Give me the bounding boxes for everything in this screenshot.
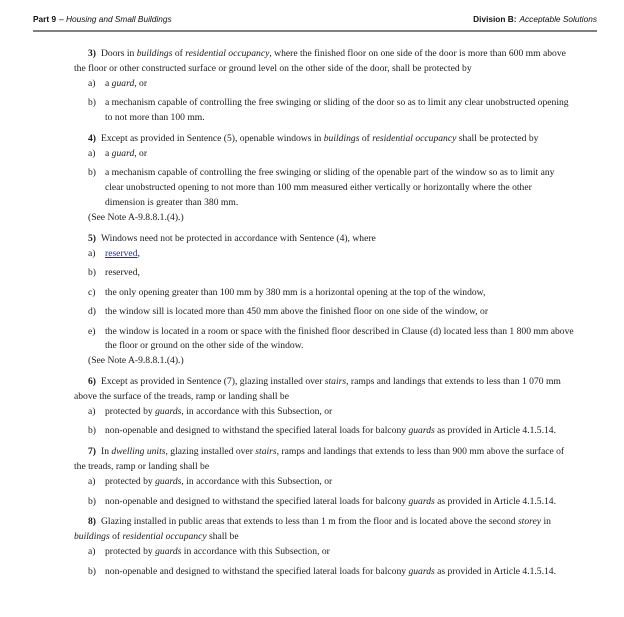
sentence-number: 8) bbox=[88, 516, 96, 528]
sentence-body-term: residential occupancy bbox=[372, 133, 457, 145]
clause-text bbox=[105, 96, 574, 126]
clause-text: , in accordance with this Subsection, or bbox=[181, 406, 333, 418]
sentence-body-text: shall be protected by bbox=[456, 133, 539, 145]
sentence-paragraph bbox=[74, 445, 574, 475]
clause-list bbox=[74, 545, 574, 579]
sentence-body-term: dwelling units bbox=[111, 446, 166, 458]
clause-item bbox=[74, 405, 574, 420]
clause-term: guards bbox=[408, 565, 435, 577]
clause-item bbox=[74, 247, 574, 262]
clause-text: the window sill is located more than 450 mm above the finished floor on one side of the window, or bbox=[105, 306, 489, 318]
sentence-body-term: buildings bbox=[74, 531, 110, 543]
sentence-body-text: , where the finished floor on one side of the door is more than 600 mm above the floor or other constructed surface or ground level on the other side of the door, shall be protected by bbox=[74, 48, 566, 74]
clause-term: guards bbox=[408, 495, 435, 507]
clause-text bbox=[105, 247, 574, 262]
clause-text bbox=[105, 147, 574, 162]
clause-term: guards bbox=[155, 546, 182, 558]
clause-text: a bbox=[105, 147, 112, 159]
sentence-body-term: storey bbox=[517, 516, 542, 528]
clause-label: c) bbox=[88, 286, 96, 298]
clause-list bbox=[74, 405, 574, 439]
clause-text bbox=[105, 495, 574, 510]
sentence-number: 6) bbox=[88, 376, 96, 388]
sentence-paragraph bbox=[74, 375, 574, 405]
clause-list bbox=[74, 147, 574, 211]
clause-text: as provided in Article 4.1.5.14. bbox=[434, 425, 556, 437]
clause-item bbox=[74, 96, 574, 126]
clause-text: a bbox=[105, 77, 112, 89]
clause-text: protected by bbox=[105, 476, 156, 488]
clause-item bbox=[74, 475, 574, 490]
clause-label: a) bbox=[88, 247, 96, 259]
clause-list bbox=[74, 77, 574, 126]
header-right bbox=[473, 14, 597, 25]
sentence-body-text: , ramps and landings that extends to less than 900 mm above the surface of the treads, ramp or landing shall be bbox=[74, 446, 565, 473]
clause-label: e) bbox=[88, 325, 96, 337]
clause-item bbox=[74, 147, 574, 162]
clause-text: a mechanism capable of controlling the free swinging or sliding of the door so as to limit any clear unobstructed opening to not more than 100 mm. bbox=[105, 97, 569, 124]
clause-text: reserved, bbox=[105, 267, 140, 279]
sentence-body-term: buildings bbox=[136, 48, 173, 59]
sentence-number: 4) bbox=[88, 133, 96, 145]
clause-text bbox=[105, 424, 574, 439]
header-left bbox=[33, 14, 172, 25]
clause-text: in accordance with this Subsection, or bbox=[181, 546, 330, 558]
clause-label: a) bbox=[88, 77, 96, 89]
clause-label: a) bbox=[88, 476, 96, 488]
clause-text: protected by bbox=[105, 546, 156, 558]
sentence-body-term: stairs bbox=[324, 376, 347, 388]
clause-text: , in accordance with this Subsection, or bbox=[181, 476, 333, 488]
clause-text: the window is located in a room or space with the finished floor described in Clause (d) located less than 1 800 mm above the floor or ground on the other side of the window. bbox=[105, 325, 574, 352]
clause-text: , or bbox=[134, 147, 148, 159]
clause-term: guard bbox=[111, 147, 135, 159]
see-note-reference: (See Note A-9.8.8.1.(4).) bbox=[88, 355, 184, 367]
clause-text: non-openable and designed to withstand the specified lateral loads for balcony bbox=[105, 495, 409, 507]
clause-item bbox=[74, 77, 574, 92]
sentence-body-text: in bbox=[541, 516, 551, 528]
clause-term: guard bbox=[111, 77, 135, 89]
clause-text: a mechanism capable of controlling the free swinging or sliding of the openable part of the window so as to limit any clear unobstructed opening to not more than 100 mm measured either vertically or horizontally where the other dimension is greater than 380 mm. bbox=[105, 167, 555, 209]
clause-label: a) bbox=[88, 406, 96, 418]
clause-text bbox=[105, 166, 574, 211]
sentence-body-text: shall be bbox=[206, 531, 239, 543]
clause-item bbox=[74, 166, 574, 211]
clause-text bbox=[105, 286, 574, 301]
sentence-body-text: , ramps and landings that extends to less than 1 070 mm above the surface of the treads, ramp or landing shall be bbox=[74, 376, 561, 403]
clause-text: protected by bbox=[105, 406, 156, 418]
sentence-body-text: Doors in bbox=[101, 48, 137, 59]
sentence-paragraph bbox=[74, 515, 574, 545]
header-division-title: Acceptable Solutions bbox=[519, 14, 597, 24]
clause-item bbox=[74, 325, 574, 355]
clause-item bbox=[74, 266, 574, 281]
clause-item bbox=[74, 305, 574, 320]
header-division-label: Division B: bbox=[473, 14, 517, 24]
clause-text bbox=[105, 545, 574, 560]
clause-label: b) bbox=[88, 97, 96, 109]
clause-label: a) bbox=[88, 546, 96, 558]
clause-text: , bbox=[137, 247, 140, 259]
clause-text bbox=[105, 565, 574, 580]
clause-text bbox=[105, 325, 574, 355]
sentence-body-term: residential occupancy bbox=[122, 531, 207, 543]
clause-label: a) bbox=[88, 147, 96, 159]
clause-label: b) bbox=[88, 167, 96, 179]
clause-label: b) bbox=[88, 267, 96, 279]
clause-label: b) bbox=[88, 565, 96, 577]
clause-text bbox=[105, 475, 574, 490]
clause-label: b) bbox=[88, 495, 96, 507]
clause-term: guards bbox=[155, 476, 182, 488]
clause-text bbox=[105, 266, 574, 281]
sentence-body-text: Except as provided in Sentence (5), openable windows in bbox=[101, 133, 324, 145]
sentence-body-text: Except as provided in Sentence (7), glazing installed over bbox=[101, 376, 325, 388]
header-part-title: – Housing and Small Buildings bbox=[59, 14, 172, 24]
clause-text: the only opening greater than 100 mm by 380 mm is a horizontal opening at the top of the window, bbox=[105, 286, 486, 298]
sentence-paragraph bbox=[74, 132, 574, 147]
sentence-body-text: of bbox=[109, 531, 123, 543]
sentence-body-text: Glazing installed in public areas that extends to less than 1 m from the floor and is located above the second bbox=[101, 516, 518, 528]
clause-item bbox=[74, 495, 574, 510]
sentence-body-term: buildings bbox=[323, 133, 360, 145]
document-body bbox=[74, 47, 574, 586]
clause-list bbox=[74, 475, 574, 509]
clause-list bbox=[74, 247, 574, 354]
see-note-reference: (See Note A-9.8.8.1.(4).) bbox=[88, 212, 184, 224]
sentence-number: 3) bbox=[88, 48, 96, 59]
clause-item bbox=[74, 424, 574, 439]
running-header bbox=[33, 14, 597, 30]
sentence-body-text: Windows need not be protected in accordance with Sentence (4), where bbox=[101, 232, 376, 244]
header-part-label: Part 9 bbox=[33, 14, 57, 24]
sentence-body-text: , glazing installed over bbox=[165, 446, 256, 458]
clause-item bbox=[74, 545, 574, 560]
sentence-body-term: residential occupancy bbox=[185, 48, 270, 59]
sentence-number: 5) bbox=[88, 232, 96, 244]
clause-term: guards bbox=[155, 406, 182, 418]
clause-text: , or bbox=[134, 77, 148, 89]
header-rule bbox=[33, 30, 597, 32]
sentence-body-term: stairs bbox=[255, 446, 277, 458]
clause-text: non-openable and designed to withstand the specified lateral loads for balcony bbox=[105, 565, 409, 577]
clause-term: guards bbox=[408, 425, 435, 437]
sentence-body-text: of bbox=[172, 48, 186, 59]
clause-item bbox=[74, 565, 574, 580]
clause-text bbox=[105, 77, 574, 92]
sentence-paragraph bbox=[74, 232, 574, 247]
clause-text bbox=[105, 305, 574, 320]
clause-item bbox=[74, 286, 574, 301]
clause-text bbox=[105, 405, 574, 420]
clause-label: d) bbox=[88, 306, 96, 318]
sentence-paragraph bbox=[74, 47, 574, 77]
reserved-link[interactable]: reserved bbox=[105, 247, 138, 259]
clause-text: as provided in Article 4.1.5.14. bbox=[434, 495, 556, 507]
clause-label: b) bbox=[88, 425, 96, 437]
sentence-body-text: In bbox=[101, 446, 112, 458]
clause-text: non-openable and designed to withstand the specified lateral loads for balcony bbox=[105, 425, 409, 437]
paragraph-spacer bbox=[74, 580, 574, 586]
clause-text: as provided in Article 4.1.5.14. bbox=[434, 565, 556, 577]
sentence-number: 7) bbox=[88, 446, 96, 458]
sentence-body-text: of bbox=[359, 133, 373, 145]
